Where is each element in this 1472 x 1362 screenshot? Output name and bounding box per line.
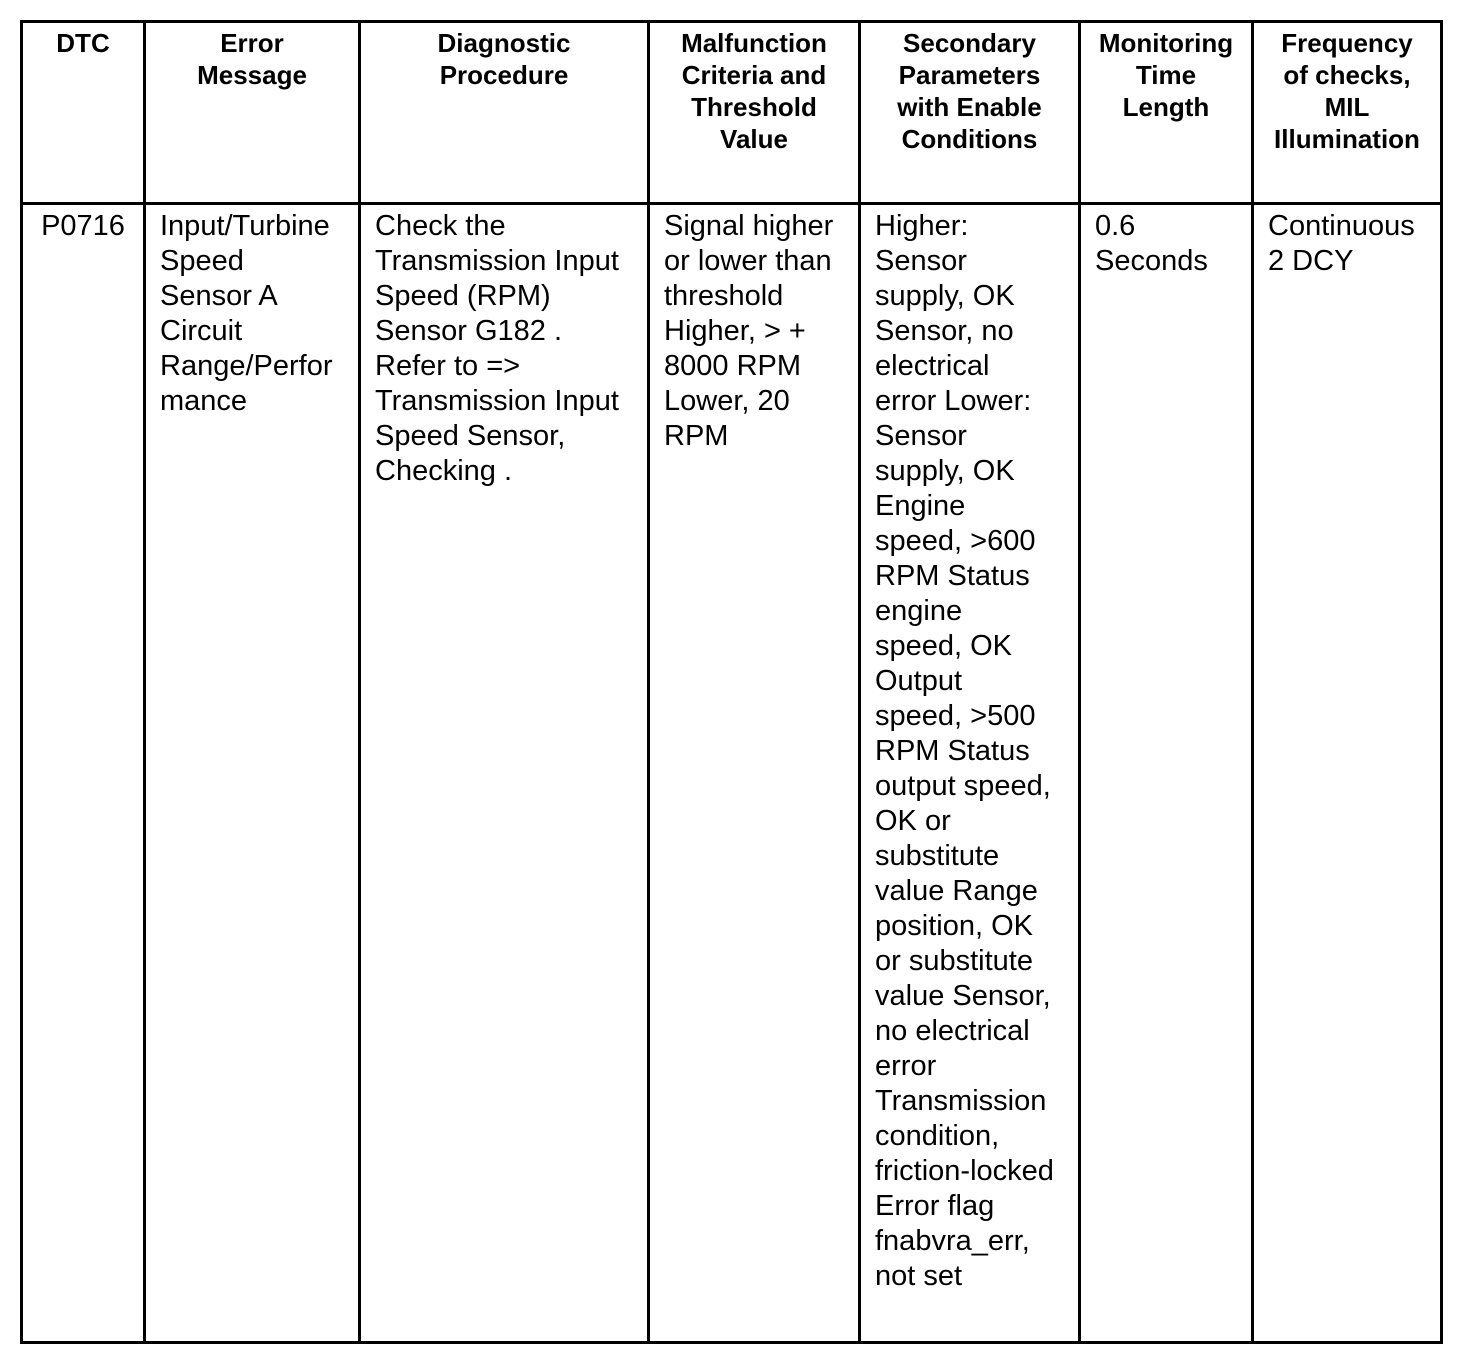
header-row [22,22,1442,204]
cell-error-message: Input/Turbine Speed Sensor A Circuit Range/Perfor mance [145,204,360,1343]
cell-monitoring-time: 0.6 Seconds [1080,204,1253,1343]
header-frequency-mil: Frequency of checks, MIL Illumination [1253,22,1442,204]
header-dtc: DTC [22,22,145,204]
diagnostic-table-container [20,20,1443,1344]
header-secondary-parameters: Secondary Parameters with Enable Conditions [860,22,1080,204]
table-row [22,204,1442,1343]
header-diagnostic-procedure: Diagnostic Procedure [360,22,649,204]
header-monitoring-time: Monitoring Time Length [1080,22,1253,204]
cell-secondary-parameters: Higher: Sensor supply, OK Sensor, no electrical error Lower: Sensor supply, OK Engine speed, >600 RPM Status engine speed, OK Output speed, >500 RPM Status output speed, OK or substitute value Range position, OK or substitute value Sensor, no electrical error Transmission condition, friction-locked Error flag fnabvra_err, not set [860,204,1080,1343]
cell-malfunction-criteria: Signal higher or lower than threshold Higher, > + 8000 RPM Lower, 20 RPM [649,204,860,1343]
dtc-table [20,20,1443,1344]
header-error-message: Error Message [145,22,360,204]
cell-frequency-mil: Continuous 2 DCY [1253,204,1442,1343]
cell-dtc: P0716 [22,204,145,1343]
header-malfunction-criteria: Malfunction Criteria and Threshold Value [649,22,860,204]
cell-diagnostic-procedure: Check the Transmission Input Speed (RPM) Sensor G182 . Refer to => Transmission Input Speed Sensor, Checking . [360,204,649,1343]
